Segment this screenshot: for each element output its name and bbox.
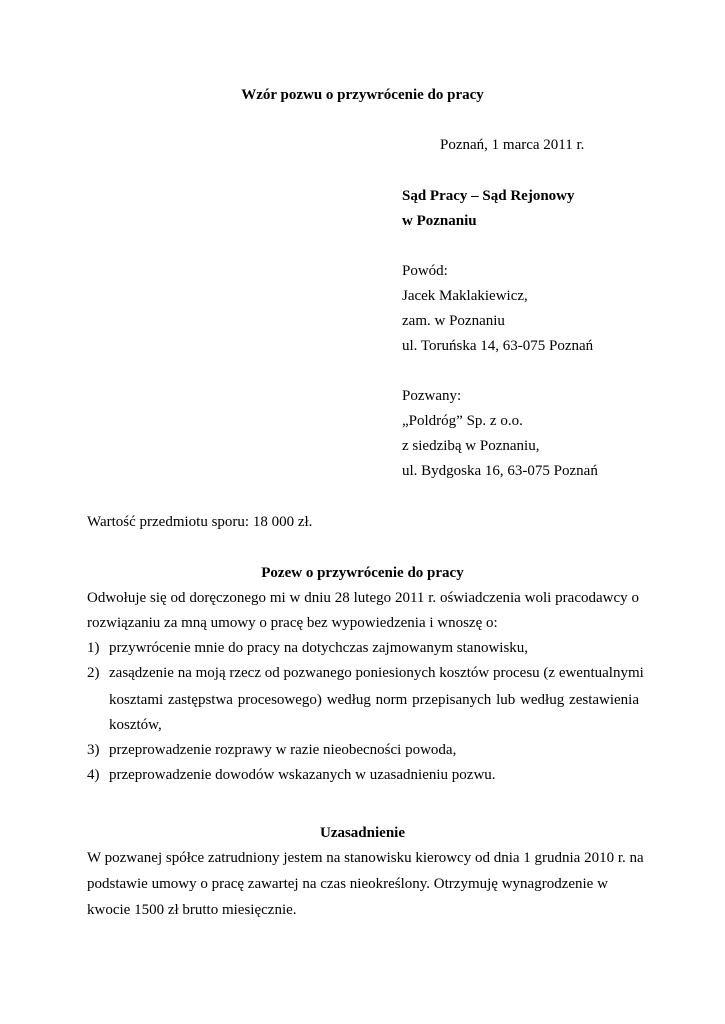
list-item-number: 4): [87, 767, 100, 783]
list-item-text: kosztów,: [109, 717, 162, 733]
plaintiff-residence: zam. w Poznaniu: [402, 313, 505, 329]
court-name-line2: w Poznaniu: [402, 213, 477, 229]
list-item-text: przywrócenie mnie do pracy na dotychczas zajmowanym stanowisku,: [109, 640, 529, 656]
justification-line: W pozwanej spółce zatrudniony jestem na stanowisku kierowcy od dnia 1 grudnia 2010 r. na: [87, 850, 644, 866]
list-item-text: przeprowadzenie rozprawy w razie nieobecności powoda,: [109, 742, 457, 758]
claim-intro-line: Odwołuje się od doręczonego mi w dniu 28 lutego 2011 r. oświadczenia woli pracodawcy o: [87, 590, 639, 606]
list-item-number: 2): [87, 665, 100, 681]
dispute-value: Wartość przedmiotu sporu: 18 000 zł.: [87, 514, 313, 530]
justification-title: Uzasadnienie: [319, 825, 405, 841]
plaintiff-heading: Powód:: [402, 263, 448, 279]
defendant-seat: z siedzibą w Poznaniu,: [402, 438, 540, 454]
list-item-number: 1): [87, 640, 100, 656]
justification-line: kwocie 1500 zł brutto miesięcznie.: [87, 902, 297, 918]
document-title: Wzór pozwu o przywrócenie do pracy: [241, 87, 484, 103]
court-name-line1: Sąd Pracy – Sąd Rejonowy: [402, 188, 575, 204]
plaintiff-address: ul. Toruńska 14, 63-075 Poznań: [402, 338, 594, 354]
place-date: Poznań, 1 marca 2011 r.: [440, 137, 585, 153]
list-item-text: zasądzenie na moją rzecz od pozwanego poniesionych kosztów procesu (z ewentualnymi: [109, 665, 644, 681]
list-item-number: 3): [87, 742, 100, 758]
defendant-name: „Poldróg” Sp. z o.o.: [402, 413, 523, 429]
claim-intro-line: rozwiązaniu za mną umowy o pracę bez wypowiedzenia i wnoszę o:: [87, 615, 498, 631]
claim-title: Pozew o przywrócenie do pracy: [261, 565, 464, 581]
plaintiff-name: Jacek Maklakiewicz,: [402, 288, 528, 304]
list-item-text: kosztami zastępstwa procesowego) według norm przepisanych lub według zestawienia: [109, 692, 639, 708]
justification-line: podstawie umowy o pracę zawartej na czas nieokreślony. Otrzymuję wynagrodzenie w: [87, 876, 608, 892]
defendant-heading: Pozwany:: [402, 388, 462, 404]
defendant-address: ul. Bydgoska 16, 63-075 Poznań: [402, 463, 598, 479]
list-item-text: przeprowadzenie dowodów wskazanych w uzasadnieniu pozwu.: [109, 767, 496, 783]
